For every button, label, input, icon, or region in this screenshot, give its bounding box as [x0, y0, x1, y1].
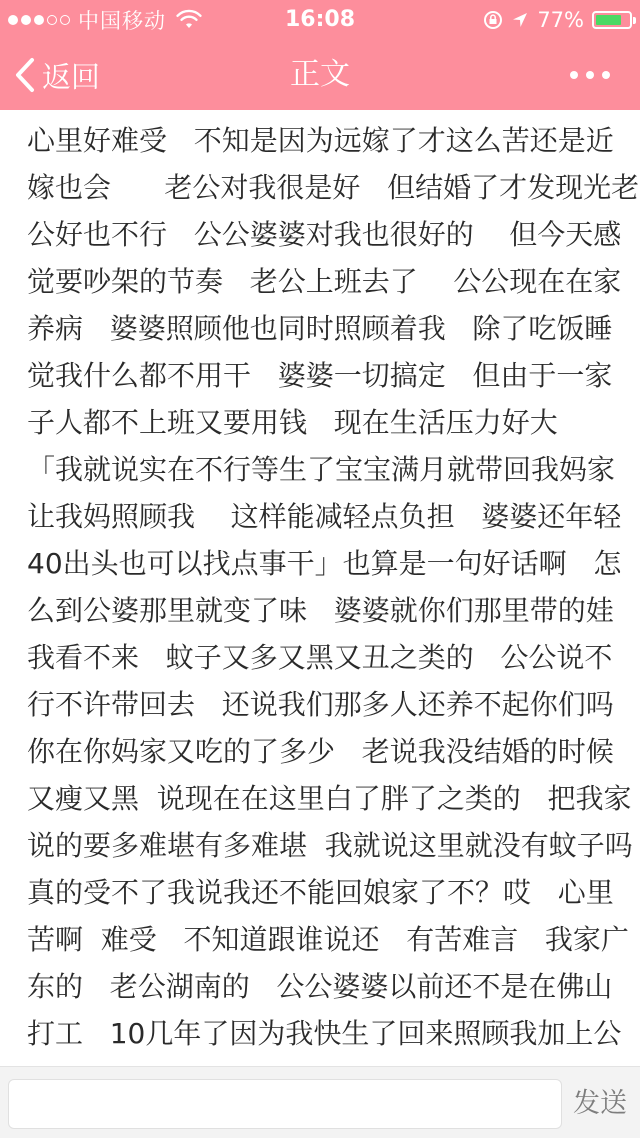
article-body [0, 110, 640, 1066]
article-line: 又瘦又黑 说现在在这里白了胖了之类的 把我家 [27, 782, 632, 815]
article-line: 打工 10几年了因为我快生了回来照顾我加上公 [27, 1017, 622, 1050]
comment-input[interactable] [8, 1079, 562, 1129]
article-line: 你在你妈家又吃的了多少 老说我没结婚的时候 [27, 735, 614, 768]
article-line: 「我就说实在不行等生了宝宝满月就带回我妈家 [27, 453, 616, 486]
battery-cap [633, 17, 636, 24]
status-time: 16:08 [284, 7, 356, 32]
more-options-button[interactable] [570, 62, 610, 88]
article-line: 我看不来 蚊子又多又黑又丑之类的 公公说不 [27, 641, 613, 674]
send-button[interactable]: 发送 [573, 1088, 627, 1119]
article-line: 心里好难受 不知是因为远嫁了才这么苦还是近 [27, 124, 614, 157]
article-line: 东的 老公湖南的 公公婆婆以前还不是在佛山 [27, 970, 613, 1003]
article-line: 觉要吵架的节奏 老公上班去了 公公现在在家 [27, 265, 622, 298]
article-line: 40出头也可以找点事干」也算是一句好话啊 怎 [27, 547, 622, 580]
article-line: 真的受不了我说我还不能回娘家了不？哎 心里 [27, 876, 614, 909]
page-title: 正文 [290, 57, 350, 92]
article-line: 说的要多难堪有多难堪 我就说这里就没有蚊子吗 [27, 829, 633, 862]
status-right [483, 6, 632, 34]
article-line: 让我妈照顾我 这样能减轻点负担 婆婆还年轻 [27, 500, 622, 533]
nav-bar [0, 40, 640, 110]
location-arrow-icon [511, 11, 529, 29]
more-dot-icon [602, 71, 610, 79]
battery-icon [592, 11, 632, 29]
carrier-name: 中国移动 [78, 9, 166, 33]
status-bar [0, 0, 640, 40]
comment-bar [0, 1066, 640, 1138]
more-dot-icon [586, 71, 594, 79]
article-line: 养病 婆婆照顾他也同时照顾着我 除了吃饭睡 [27, 312, 613, 345]
article-line: 公好也不行 公公婆婆对我也很好的 但今天感 [27, 218, 622, 251]
battery-percent: 77% [537, 8, 584, 32]
article-line: 子人都不上班又要用钱 现在生活压力好大 [27, 406, 558, 439]
article-line: 觉我什么都不用干 婆婆一切搞定 但由于一家 [27, 359, 613, 392]
battery-fill [596, 15, 621, 25]
article-line: 行不许带回去 还说我们那多人还养不起你们吗 [27, 688, 614, 721]
back-label: 返回 [42, 59, 101, 94]
more-dot-icon [570, 71, 578, 79]
article-line: 嫁也会 老公对我很是好 但结婚了才发现光老 [27, 171, 640, 204]
rotation-lock-icon [483, 10, 503, 30]
article-line: 么到公婆那里就变了味 婆婆就你们那里带的娃 [27, 594, 614, 627]
article-line: 苦啊 难受 不知道跟谁说还 有苦难言 我家广 [27, 923, 629, 956]
